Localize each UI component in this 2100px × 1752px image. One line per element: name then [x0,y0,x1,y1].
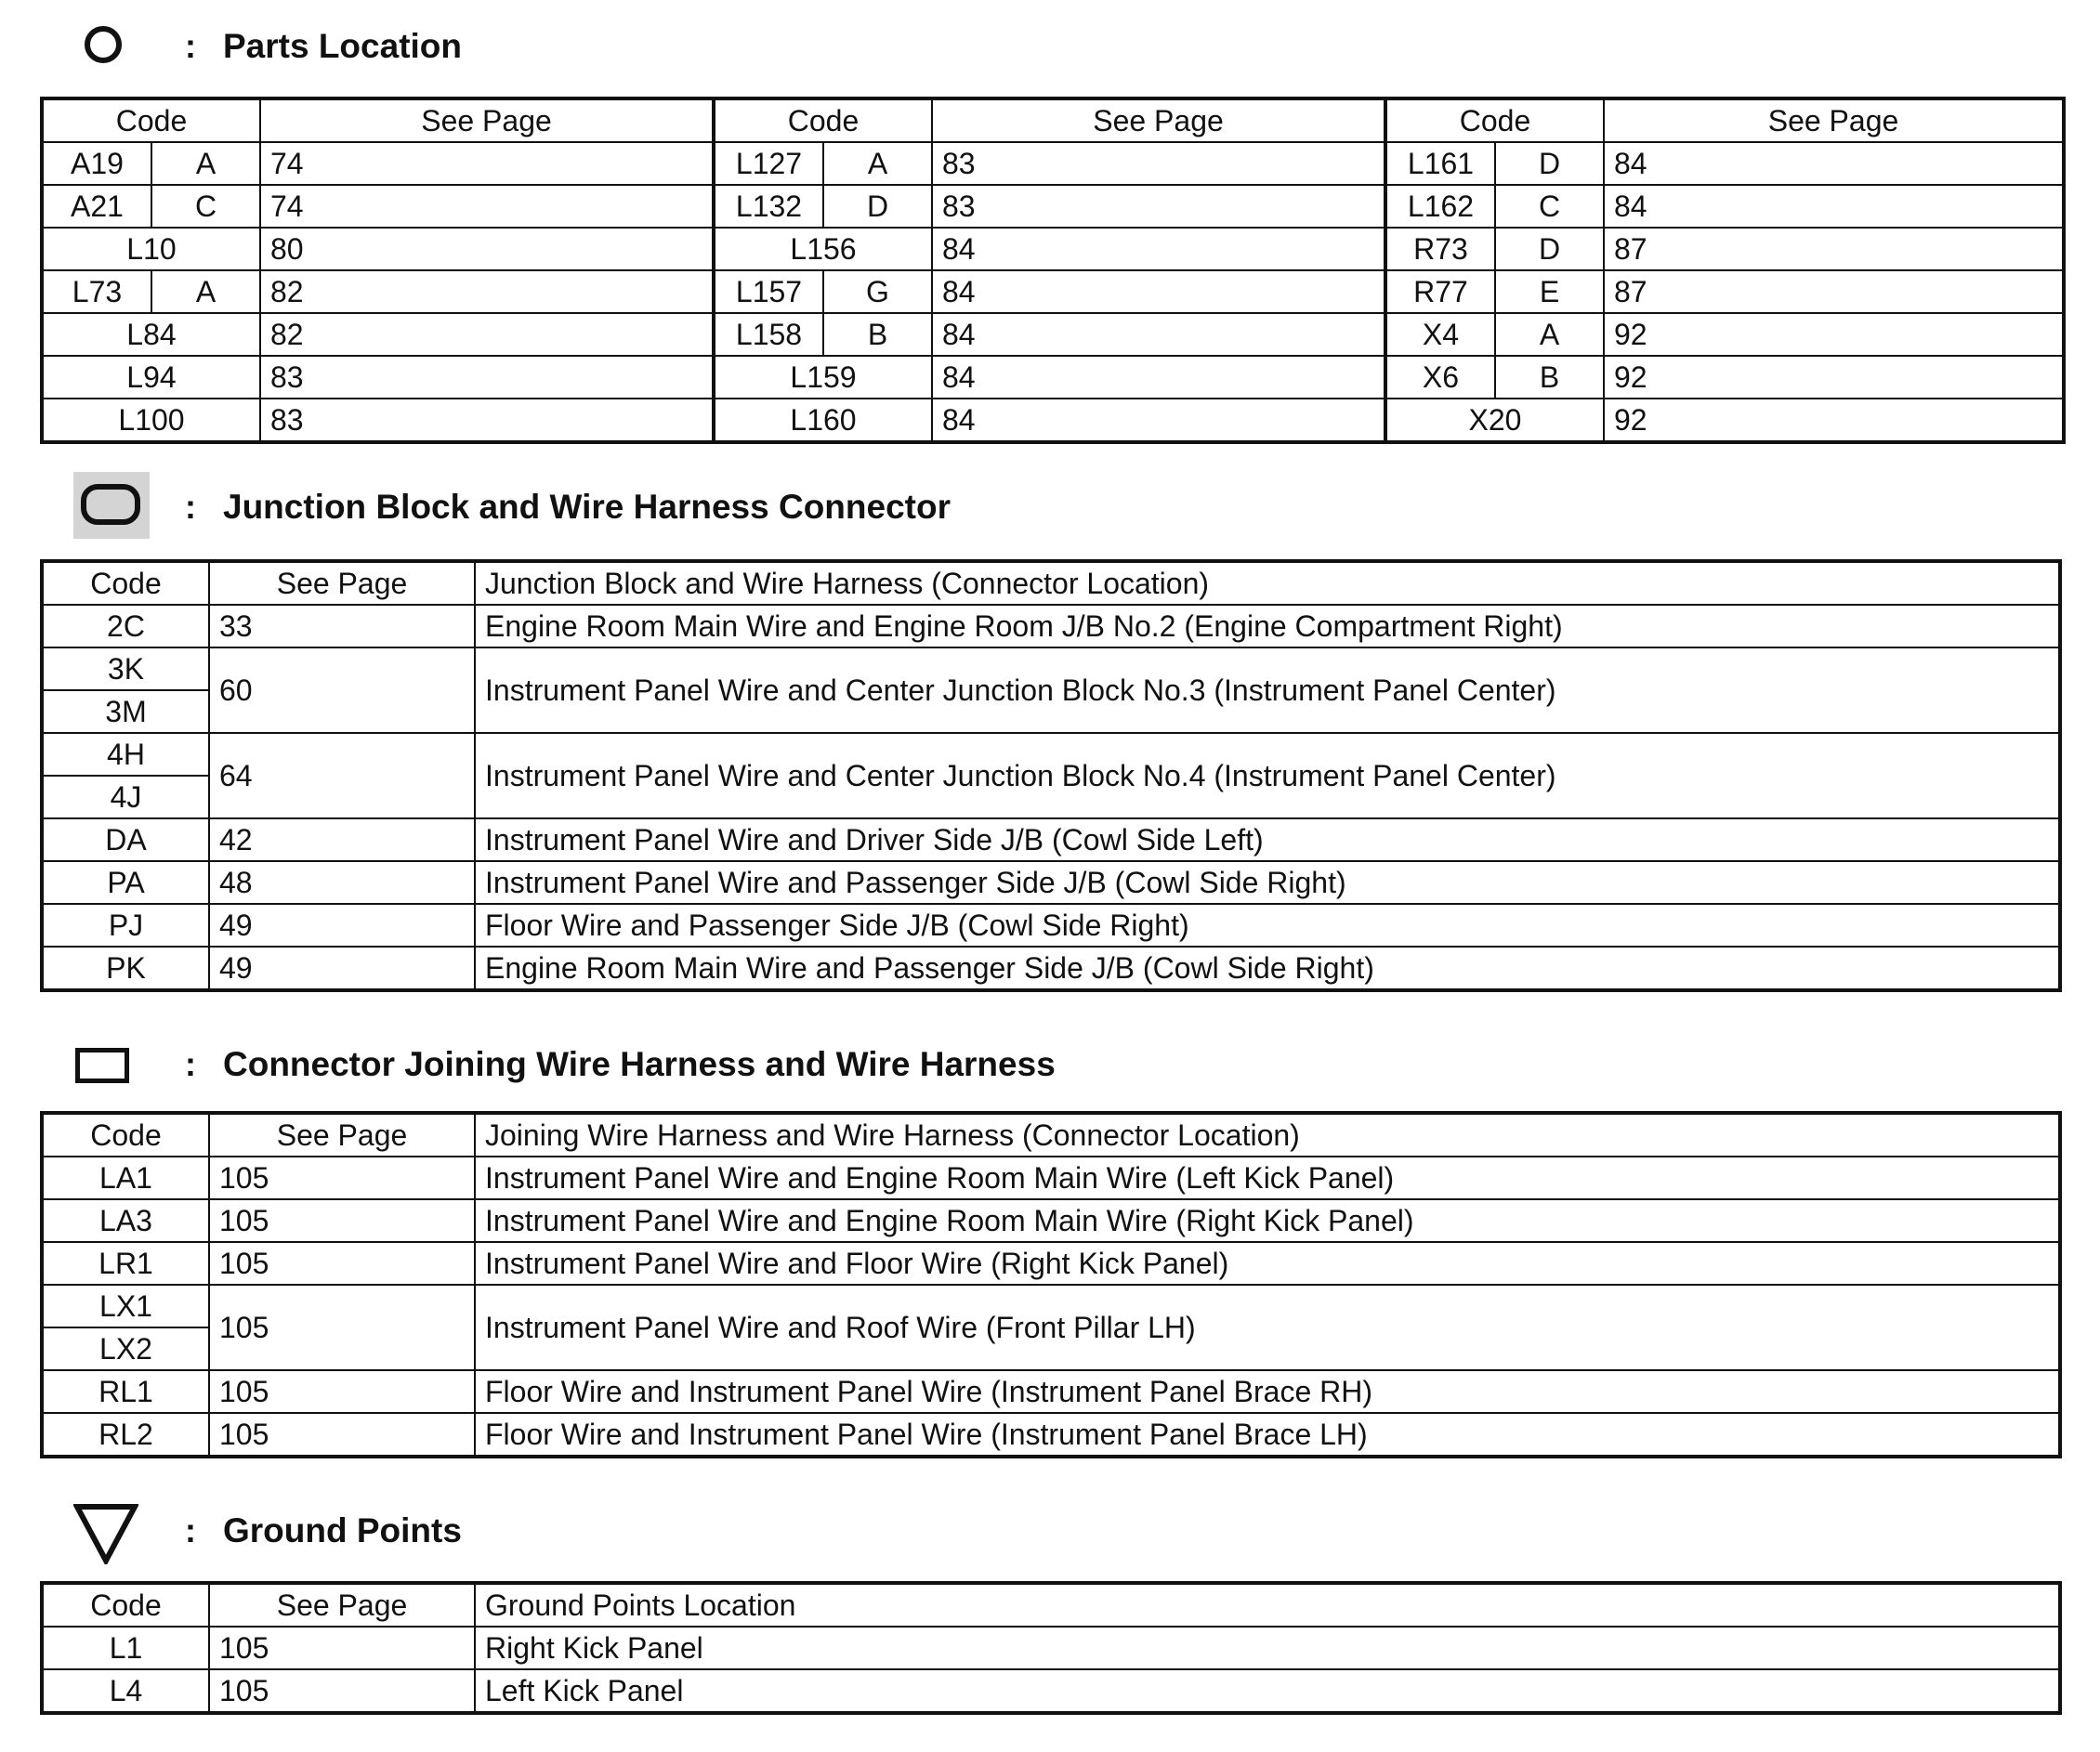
code-cell: R73 [1385,228,1495,270]
ground-points-table [40,1581,2062,1715]
table-header-row [42,1583,2060,1627]
sub-code-cell: D [1495,228,1604,270]
code-cell: PJ [42,904,209,947]
sub-code-cell: A [823,142,932,185]
code-cell: L84 [42,313,260,356]
table-row [42,228,2064,270]
rectangle-icon [75,1048,129,1083]
table-row [42,1157,2060,1199]
location-cell: Floor Wire and Passenger Side J/B (Cowl Side Right) [475,904,2060,947]
location-cell: Instrument Panel Wire and Passenger Side J/B (Cowl Side Right) [475,861,2060,904]
location-cell: Instrument Panel Wire and Engine Room Main Wire (Right Kick Panel) [475,1199,2060,1242]
see-page-cell: 105 [209,1285,475,1370]
table-row [42,356,2064,399]
location-cell: Instrument Panel Wire and Center Junction Block No.4 (Instrument Panel Center) [475,733,2060,818]
code-cell: 2C [42,605,209,647]
see-page-header: See Page [209,561,475,605]
triangle-icon [73,1503,138,1564]
location-cell: Instrument Panel Wire and Driver Side J/B (Cowl Side Left) [475,818,2060,861]
code-cell: LR1 [42,1242,209,1285]
code-cell: R77 [1385,270,1495,313]
code-cell: L158 [714,313,823,356]
sub-code-cell: E [1495,270,1604,313]
section-colon: : [185,1511,196,1549]
code-cell: DA [42,818,209,861]
table-row [42,270,2064,313]
sub-code-cell: B [823,313,932,356]
joining-connector-header [40,1040,2062,1096]
see-page-cell: 92 [1604,356,2064,399]
table-row [42,185,2064,228]
see-page-cell: 84 [932,313,1385,356]
sub-code-cell: B [1495,356,1604,399]
sub-code-cell: C [151,185,260,228]
junction-block-icon [73,472,150,539]
sub-code-cell: D [1495,142,1604,185]
location-header: Junction Block and Wire Harness (Connector Location) [475,561,2060,605]
see-page-cell: 82 [260,313,714,356]
table-row [42,1285,2060,1327]
see-page-cell: 105 [209,1242,475,1285]
location-cell: Right Kick Panel [475,1627,2060,1669]
junction-block-table [40,559,2062,992]
section-title: Parts Location [223,27,462,65]
code-cell: RL1 [42,1370,209,1413]
code-cell: L159 [714,356,932,399]
sub-code-cell: C [1495,185,1604,228]
see-page-header: See Page [260,98,714,142]
see-page-cell: 84 [932,270,1385,313]
code-cell: 4H [42,733,209,776]
see-page-header: See Page [209,1113,475,1157]
code-cell: PA [42,861,209,904]
section-colon: : [185,488,196,526]
circle-icon [85,26,122,63]
see-page-cell: 84 [932,399,1385,442]
code-cell: L10 [42,228,260,270]
ground-points-section [40,1503,2062,1715]
code-cell: PK [42,947,209,990]
code-header: Code [42,1113,209,1157]
code-cell: 3K [42,647,209,690]
see-page-cell: 105 [209,1157,475,1199]
see-page-cell: 48 [209,861,475,904]
see-page-cell: 87 [1604,270,2064,313]
see-page-header: See Page [209,1583,475,1627]
see-page-cell: 82 [260,270,714,313]
code-cell: L127 [714,142,823,185]
code-cell: L4 [42,1669,209,1713]
see-page-cell: 42 [209,818,475,861]
sub-code-cell: A [151,142,260,185]
table-row [42,142,2064,185]
see-page-cell: 80 [260,228,714,270]
section-title: Junction Block and Wire Harness Connector [223,488,951,526]
see-page-cell: 49 [209,904,475,947]
table-row [42,1627,2060,1669]
code-cell: X20 [1385,399,1604,442]
table-row [42,947,2060,990]
code-header: Code [42,1583,209,1627]
see-page-cell: 92 [1604,399,2064,442]
code-cell: LA3 [42,1199,209,1242]
see-page-cell: 105 [209,1370,475,1413]
see-page-cell: 83 [260,356,714,399]
see-page-cell: 105 [209,1627,475,1669]
table-header-row [42,1113,2060,1157]
table-row [42,1199,2060,1242]
code-cell: L156 [714,228,932,270]
table-row [42,861,2060,904]
code-cell: 4J [42,776,209,818]
code-header: Code [714,98,932,142]
table-row [42,647,2060,690]
table-row [42,1669,2060,1713]
location-header: Joining Wire Harness and Wire Harness (Connector Location) [475,1113,2060,1157]
location-cell: Engine Room Main Wire and Passenger Side J/B (Cowl Side Right) [475,947,2060,990]
see-page-cell: 74 [260,142,714,185]
location-cell: Floor Wire and Instrument Panel Wire (Instrument Panel Brace RH) [475,1370,2060,1413]
see-page-header: See Page [1604,98,2064,142]
table-row [42,1413,2060,1457]
sub-code-cell: A [1495,313,1604,356]
location-cell: Floor Wire and Instrument Panel Wire (Instrument Panel Brace LH) [475,1413,2060,1457]
code-cell: 3M [42,690,209,733]
see-page-cell: 87 [1604,228,2064,270]
code-cell: A19 [42,142,151,185]
see-page-cell: 105 [209,1669,475,1713]
parts-location-section [40,19,2062,444]
code-cell: LX1 [42,1285,209,1327]
rounded-rect-icon [81,484,140,525]
code-cell: L132 [714,185,823,228]
table-header-row [42,561,2060,605]
see-page-cell: 84 [1604,142,2064,185]
sub-code-cell: A [151,270,260,313]
code-cell: L73 [42,270,151,313]
table-row [42,733,2060,776]
see-page-cell: 83 [260,399,714,442]
table-header-row [42,98,2064,142]
see-page-header: See Page [932,98,1385,142]
table-row [42,605,2060,647]
code-cell: X6 [1385,356,1495,399]
junction-block-section [40,472,2062,992]
location-cell: Left Kick Panel [475,1669,2060,1713]
location-cell: Instrument Panel Wire and Center Junction Block No.3 (Instrument Panel Center) [475,647,2060,733]
code-cell: L161 [1385,142,1495,185]
code-cell: A21 [42,185,151,228]
joining-connector-table [40,1111,2062,1458]
section-title: Connector Joining Wire Harness and Wire Harness [223,1045,1056,1083]
location-header: Ground Points Location [475,1583,2060,1627]
location-cell: Instrument Panel Wire and Floor Wire (Right Kick Panel) [475,1242,2060,1285]
see-page-cell: 84 [932,356,1385,399]
see-page-cell: 84 [932,228,1385,270]
see-page-cell: 49 [209,947,475,990]
code-cell: X4 [1385,313,1495,356]
code-header: Code [42,561,209,605]
see-page-cell: 83 [932,142,1385,185]
section-title: Ground Points [223,1511,462,1549]
ground-points-header [40,1503,2062,1559]
parts-location-table [40,97,2066,444]
section-colon: : [185,27,196,65]
see-page-cell: 64 [209,733,475,818]
section-colon: : [185,1045,196,1083]
table-row [42,399,2064,442]
location-cell: Engine Room Main Wire and Engine Room J/B No.2 (Engine Compartment Right) [475,605,2060,647]
code-cell: L1 [42,1627,209,1669]
code-cell: L160 [714,399,932,442]
see-page-cell: 74 [260,185,714,228]
code-cell: LX2 [42,1327,209,1370]
see-page-cell: 105 [209,1199,475,1242]
code-cell: L100 [42,399,260,442]
table-row [42,818,2060,861]
sub-code-cell: D [823,185,932,228]
code-cell: LA1 [42,1157,209,1199]
see-page-cell: 105 [209,1413,475,1457]
table-row [42,313,2064,356]
sub-code-cell: G [823,270,932,313]
junction-block-header [40,472,2062,528]
table-row [42,1370,2060,1413]
code-cell: L94 [42,356,260,399]
table-row [42,1242,2060,1285]
see-page-cell: 92 [1604,313,2064,356]
see-page-cell: 33 [209,605,475,647]
see-page-cell: 84 [1604,185,2064,228]
code-header: Code [1385,98,1604,142]
code-cell: L162 [1385,185,1495,228]
code-header: Code [42,98,260,142]
see-page-cell: 83 [932,185,1385,228]
table-row [42,904,2060,947]
parts-location-header [40,19,2062,74]
location-cell: Instrument Panel Wire and Engine Room Main Wire (Left Kick Panel) [475,1157,2060,1199]
code-cell: L157 [714,270,823,313]
location-cell: Instrument Panel Wire and Roof Wire (Front Pillar LH) [475,1285,2060,1370]
code-cell: RL2 [42,1413,209,1457]
see-page-cell: 60 [209,647,475,733]
joining-connector-section [40,1040,2062,1458]
